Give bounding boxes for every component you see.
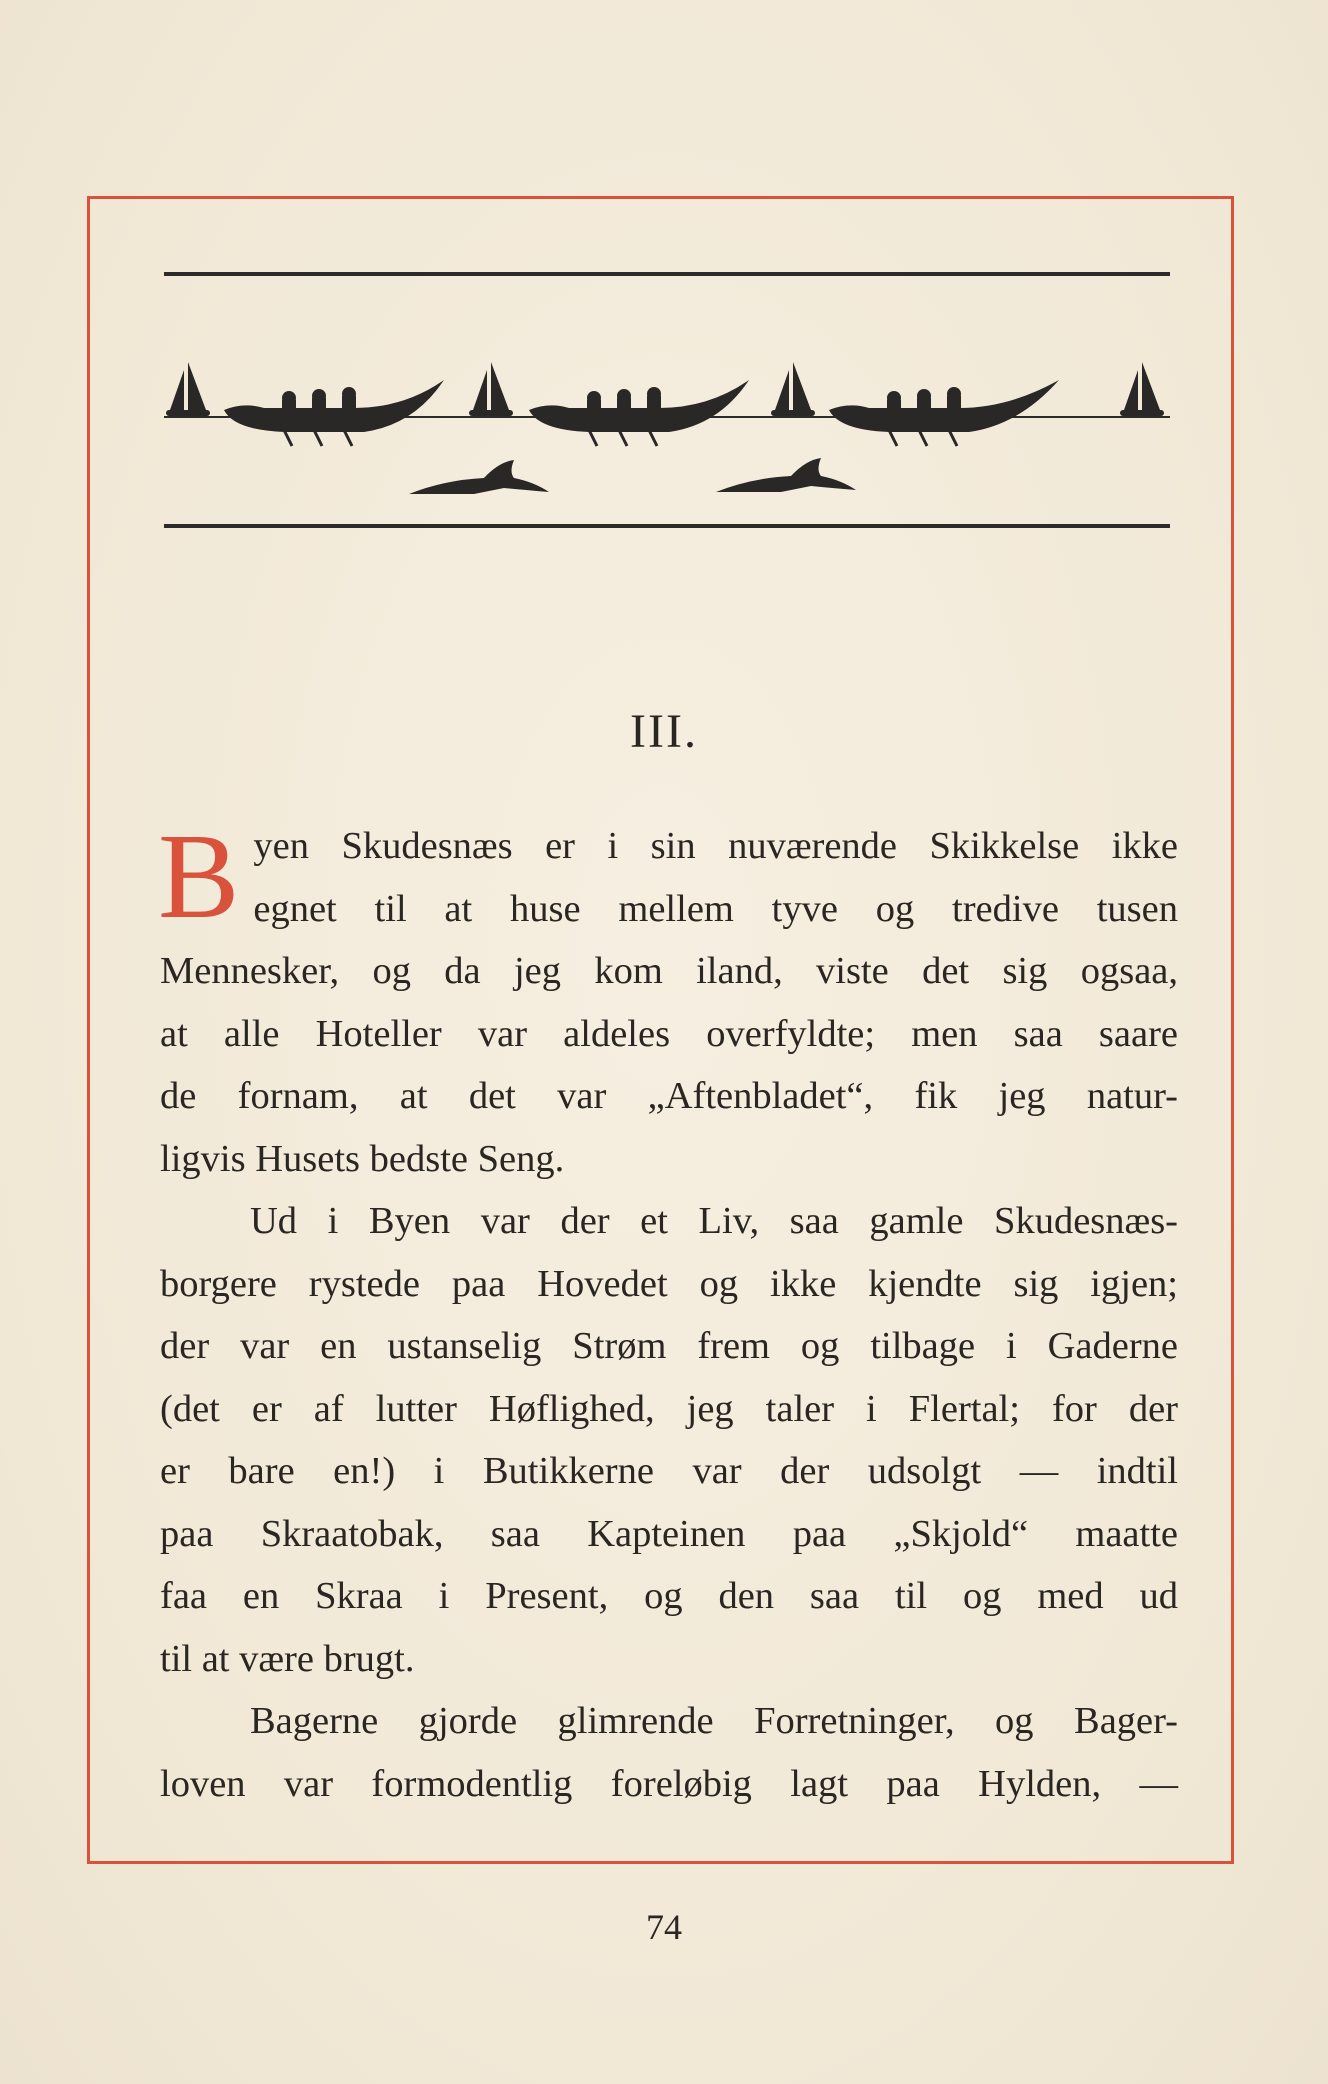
- body-text: [158, 809, 1178, 1815]
- text-line: de fornam, at det var „Aftenbladet“, fik jeg natur-: [160, 1075, 1178, 1117]
- text-line: Ud i Byen var der et Liv, saa gamle Skudesnæs-: [250, 1200, 1178, 1242]
- text-line: (det er af lutter Høflighed, jeg taler i Flertal; for der: [160, 1387, 1178, 1430]
- top-rule: [164, 272, 1170, 276]
- sailboat-icon: [166, 362, 210, 416]
- text-line: paa Skraatobak, saa Kapteinen paa „Skjold“ maatte: [160, 1512, 1178, 1555]
- text-line: yen Skudesnæs er i sin nuværende Skikkelse ikke: [253, 825, 1178, 867]
- text-line: er bare en!) i Butikkerne var der udsolgt — indtil: [160, 1450, 1178, 1492]
- drop-cap: B: [158, 809, 240, 944]
- whale-icon: [409, 460, 549, 494]
- boats-frieze-icon: [164, 350, 1170, 500]
- text-line: at alle Hoteller var aldeles overfyldte; men saa saare: [160, 1012, 1178, 1055]
- bottom-rule: [164, 524, 1170, 528]
- chapter-title: III.: [630, 705, 698, 758]
- text-line: Mennesker, og da jeg kom iland, viste det sig ogsaa,: [160, 950, 1178, 992]
- text-line: egnet til at huse mellem tyve og tredive tusen: [253, 887, 1178, 930]
- text-line: borgere rystede paa Hovedet og ikke kjendte sig igjen;: [160, 1262, 1178, 1305]
- text-line: der var en ustanselig Strøm frem og tilbage i Gaderne: [160, 1325, 1178, 1367]
- text-line: Bagerne gjorde glimrende Forretninger, og Bager-: [250, 1700, 1178, 1742]
- text-line: ligvis Husets bedste Seng.: [160, 1137, 565, 1180]
- text-line: loven var formodentlig foreløbig lagt paa Hylden, —: [160, 1762, 1178, 1805]
- text-line: til at være brugt.: [160, 1637, 415, 1680]
- text-line: faa en Skraa i Present, og den saa til og med ud: [160, 1575, 1178, 1617]
- page-number: 74: [646, 1907, 682, 1947]
